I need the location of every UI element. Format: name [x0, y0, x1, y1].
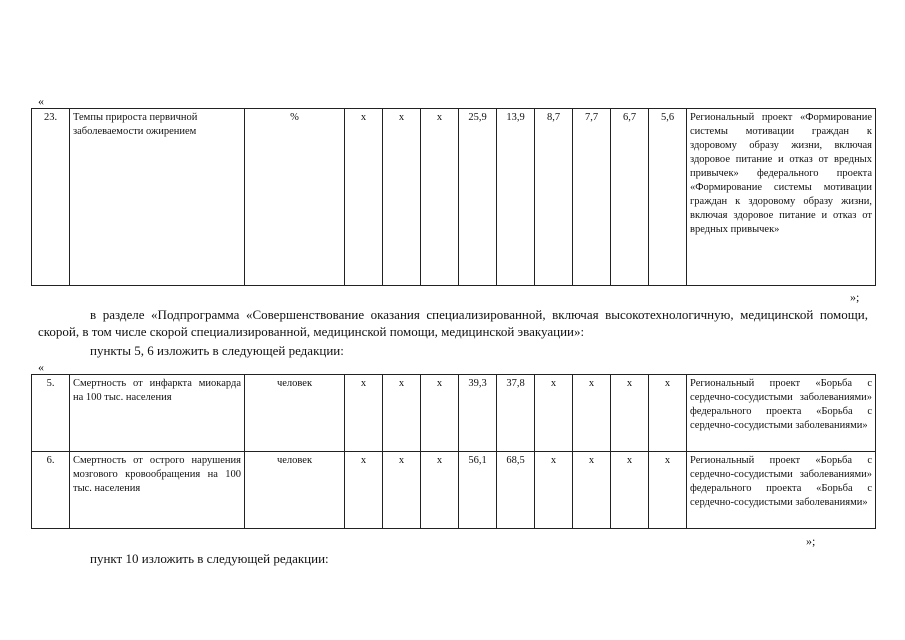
close-quote: »;: [806, 534, 816, 548]
table-row: [32, 109, 876, 286]
value-cell: х: [535, 452, 573, 529]
project-cell: Региональный проект «Борьба с сердечно-сосудистыми заболеваниями» федерального проекта «Борьба с сердечно-сосудистыми заболеваниями»: [687, 452, 876, 529]
value-cell: 6,7: [611, 109, 649, 286]
value-cell: 56,1: [459, 452, 497, 529]
indicator-table-2: [31, 374, 876, 529]
indicator-name: Смертность от инфаркта миокарда на 100 тыс. населения: [70, 375, 245, 452]
value-cell: х: [573, 452, 611, 529]
value-cell: х: [649, 375, 687, 452]
table-row: [32, 452, 876, 529]
value-cell: х: [345, 109, 383, 286]
project-cell: Региональный проект «Борьба с сердечно-сосудистыми заболеваниями» федерального проекта «Борьба с сердечно-сосудистыми заболеваниями»: [687, 375, 876, 452]
value-cell: 39,3: [459, 375, 497, 452]
row-number: 5.: [32, 375, 70, 452]
open-quote: «: [38, 94, 44, 108]
row-number: 23.: [32, 109, 70, 286]
value-cell: х: [649, 452, 687, 529]
close-quote: »;: [850, 290, 860, 304]
instruction-paragraph: пункт 10 изложить в следующей редакции:: [90, 551, 329, 566]
value-cell: х: [573, 375, 611, 452]
indicator-name: Темпы прироста первичной заболеваемости ожирением: [70, 109, 245, 286]
value-cell: х: [345, 452, 383, 529]
row-number: 6.: [32, 452, 70, 529]
value-cell: х: [611, 452, 649, 529]
value-cell: х: [345, 375, 383, 452]
section-paragraph: в разделе «Подпрограмма «Совершенствование оказания специализированной, включая высокотехнологичную, медицинской помощи, скорой, в том числе скорой специализированной, медицинской помощи, медицинской эвакуации»:: [38, 307, 868, 339]
value-cell: х: [421, 375, 459, 452]
value-cell: 25,9: [459, 109, 497, 286]
value-cell: 8,7: [535, 109, 573, 286]
instruction-paragraph: пункты 5, 6 изложить в следующей редакции:: [90, 343, 344, 358]
value-cell: х: [383, 452, 421, 529]
value-cell: 68,5: [497, 452, 535, 529]
unit-cell: %: [245, 109, 345, 286]
value-cell: 13,9: [497, 109, 535, 286]
value-cell: 5,6: [649, 109, 687, 286]
value-cell: х: [383, 109, 421, 286]
value-cell: х: [611, 375, 649, 452]
value-cell: х: [535, 375, 573, 452]
indicator-table-1: [31, 108, 876, 286]
value-cell: х: [383, 375, 421, 452]
value-cell: 37,8: [497, 375, 535, 452]
project-cell: Региональный проект «Формирование системы мотивации граждан к здоровому образу жизни, включая здоровое питание и отказ от вредных привычек» федерального проекта «Формирование системы мотивации граждан к здоровому образу жизни, включая здоровое питание и отказ от вредных привычек»: [687, 109, 876, 286]
open-quote: «: [38, 360, 44, 374]
value-cell: х: [421, 452, 459, 529]
table-row: [32, 375, 876, 452]
unit-cell: человек: [245, 375, 345, 452]
value-cell: х: [421, 109, 459, 286]
indicator-name: Смертность от острого нарушения мозгового кровообращения на 100 тыс. населения: [70, 452, 245, 529]
unit-cell: человек: [245, 452, 345, 529]
value-cell: 7,7: [573, 109, 611, 286]
